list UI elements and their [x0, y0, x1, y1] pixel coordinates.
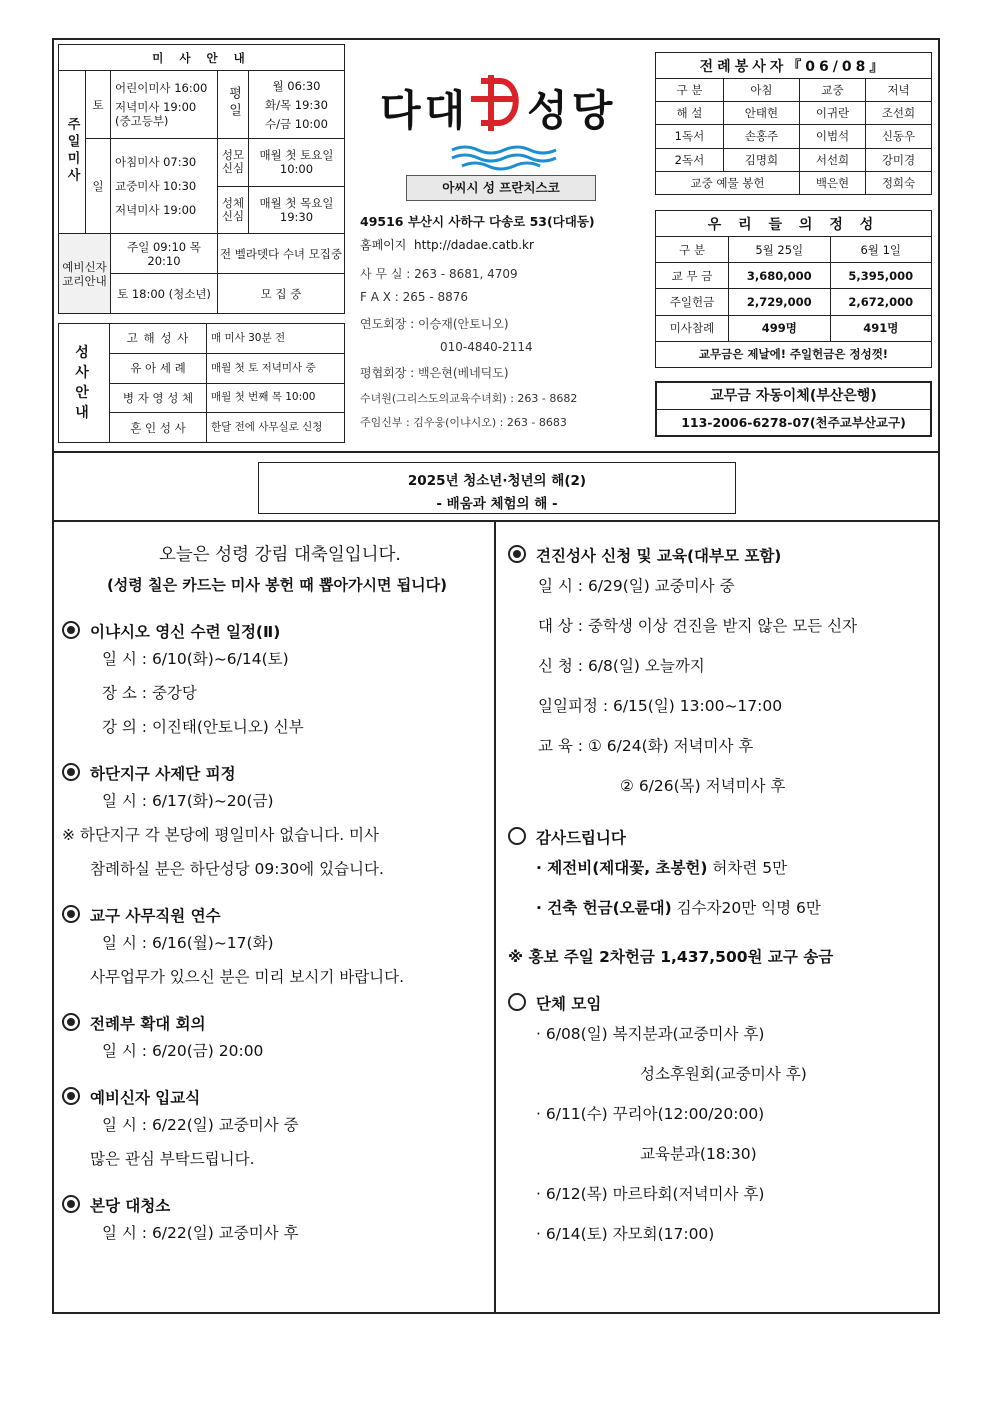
intro-line1: 오늘은 성령 강림 대축일입니다.	[158, 545, 401, 565]
servers-cell: 신동우	[865, 125, 931, 148]
section-line: 장 소 : 중강당	[102, 684, 197, 702]
sacrament-value: 한달 전에 사무실로 신청	[207, 413, 345, 443]
mass-schedule-table	[58, 44, 345, 314]
wave-icon	[450, 144, 560, 174]
servers-cell: 서선희	[800, 148, 866, 171]
bullet-icon	[62, 1195, 80, 1213]
offerings-cell: 미사참례	[656, 315, 729, 341]
offerings-cell: 주일헌금	[656, 289, 729, 315]
sacrament-value: 매월 첫 번째 목 10:00	[207, 383, 345, 413]
top-divider	[52, 451, 940, 453]
section-liturgy-meeting-title: 전례부 확대 회의	[62, 1012, 492, 1034]
offerings-header: 5월 25일	[729, 237, 831, 263]
intro-line2: (성령 칠은 카드는 미사 봉헌 때 뽑아가시면 됩니다)	[106, 576, 448, 594]
sacrament-name: 유 아 세 례	[110, 353, 207, 383]
theme-line1: 2025년 청소년·청년의 해(2)	[407, 473, 587, 489]
cross-d-icon	[467, 73, 527, 133]
groups-title: 단체 모임	[508, 992, 936, 1014]
logo-char: 다	[380, 86, 425, 135]
group-line: 성소후원회(교중미사 후)	[640, 1065, 807, 1083]
confirm-line: 일 시 : 6/29(일) 교중미사 중	[538, 577, 735, 595]
sat-label: 토	[86, 71, 111, 139]
servers-cell: 2독서	[656, 148, 724, 171]
servers-header: 저녁	[865, 79, 931, 102]
sunday-mass-label: 주일미사	[59, 71, 86, 234]
offerings-header: 구 분	[656, 237, 729, 263]
servers-header: 아침	[723, 79, 799, 102]
theme-box	[258, 462, 736, 514]
servers-cell: 강미경	[865, 148, 931, 171]
confirm-line: 교 육 : ① 6/24(화) 저녁미사 후	[538, 737, 754, 755]
catechumen-time-1: 주일 09:10 목 20:10	[111, 234, 218, 274]
theme-divider	[52, 520, 940, 522]
catechumen-value-2: 모 집 중	[218, 274, 345, 314]
section-retreat-title: 이냐시오 영신 수련 일정(Ⅱ)	[62, 620, 492, 642]
left-column	[62, 540, 492, 1250]
theme-line2: - 배움과 체험의 해 -	[436, 496, 558, 512]
devotion-cells	[218, 139, 345, 234]
column-divider	[494, 520, 496, 1314]
servers-cell: 김명희	[723, 148, 799, 171]
bullet-icon	[62, 1013, 80, 1031]
servers-header: 교중	[800, 79, 866, 102]
bullet-icon	[508, 827, 526, 845]
office-phone: 사 무 실 : 263 - 8681, 4709	[360, 267, 518, 281]
servers-cell: 1독서	[656, 125, 724, 148]
section-note: 참례하실 분은 하단성당 09:30에 있습니다.	[90, 860, 384, 878]
servers-cell: 안태현	[723, 102, 799, 125]
sacrament-value: 매 미사 30분 전	[207, 324, 345, 354]
sun-mass-list: 아침미사 07:30 교중미사 10:30 저녁미사 19:00	[111, 139, 218, 234]
sacrament-name: 고 해 성 사	[110, 324, 207, 354]
mass-schedule-title: 미 사 안 내	[59, 45, 345, 71]
section-line: 일 시 : 6/22(일) 교중미사 중	[102, 1116, 299, 1134]
servers-title: 전례봉사자『06/08』	[656, 53, 932, 79]
servers-cell: 이귀란	[800, 102, 866, 125]
bullet-icon	[62, 763, 80, 781]
section-line: 사무업무가 있으신 분은 미리 보시기 바랍니다.	[90, 968, 405, 986]
holy-mother-value: 매월 첫 토요일 10:00	[249, 139, 345, 186]
confirm-line: 신 청 : 6/8(일) 오늘까지	[538, 657, 705, 675]
offerings-cell: 2,729,000	[729, 289, 831, 315]
convent: 수녀원(그리스도의교육수녀회) : 263 - 8682	[360, 392, 578, 405]
section-note: ※ 하단지구 각 본당에 평일미사 없습니다. 미사	[62, 826, 379, 844]
section-line: 많은 관심 부탁드립니다.	[90, 1150, 255, 1168]
pastor: 주임신부 : 김우웅(이냐시오) : 263 - 8683	[360, 416, 567, 429]
offerings-cell: 교 무 금	[656, 263, 729, 289]
fax: F A X : 265 - 8876	[360, 290, 469, 304]
church-logo	[380, 78, 630, 178]
weekday-mass-list: 월 06:30 화/목 19:30 수/금 10:00	[249, 71, 345, 139]
group-line: · 6/12(목) 마르타회(저녁미사 후)	[536, 1185, 765, 1203]
offerings-cell: 499명	[729, 315, 831, 341]
offerings-header: 6월 1일	[830, 237, 932, 263]
offerings-cell: 3,680,000	[729, 263, 831, 289]
confirm-line: ② 6/26(목) 저녁미사 후	[620, 777, 786, 795]
offerings-title: 우 리 들 의 정 성	[656, 211, 932, 237]
autopay-account: 113-2006-6278-07(천주교부산교구)	[681, 415, 906, 430]
thanks-title: 감사드립니다	[508, 826, 936, 848]
logo-char: 당	[571, 86, 617, 135]
section-staff-training-title: 교구 사무직원 연수	[62, 904, 492, 926]
bullet-icon	[508, 545, 526, 563]
address: 49516 부산시 사하구 다송로 53(다대동)	[360, 214, 595, 229]
right-column	[508, 540, 936, 1254]
homepage-link[interactable]: http://dadae.catb.kr	[414, 238, 534, 252]
offerings-note: 교무금은 제날에! 주일헌금은 정성껏!	[656, 341, 932, 367]
offerings-cell: 491명	[830, 315, 932, 341]
weekday-label: 평일	[218, 71, 249, 139]
holy-mother-label: 성모신심	[218, 139, 249, 186]
thanks-line: · 제전비(제대꽃, 초봉헌) 허차련 5만	[536, 859, 788, 877]
promo-note: ※ 홍보 주일 2차헌금 1,437,500원 교구 송금	[508, 948, 834, 966]
section-line: 일 시 : 6/10(화)~6/14(토)	[102, 650, 289, 668]
sacrament-name: 병 자 영 성 체	[110, 383, 207, 413]
sacraments-table	[58, 323, 345, 443]
group-line: · 6/08(일) 복지분과(교중미사 후)	[536, 1025, 765, 1043]
section-line: 일 시 : 6/16(월)~17(화)	[102, 934, 274, 952]
group-line: · 6/14(토) 자모회(17:00)	[536, 1225, 715, 1243]
sat-mass-list: 어린이미사 16:00 저녁미사 19:00 (중고등부)	[111, 71, 218, 139]
section-line: 강 의 : 이진태(안토니오) 신부	[102, 718, 304, 736]
section-line: 일 시 : 6/20(금) 20:00	[102, 1042, 264, 1060]
catechumen-label: 예비신자 교리안내	[59, 234, 111, 314]
sun-label: 일	[86, 139, 111, 234]
bullet-icon	[62, 1087, 80, 1105]
sacrament-name: 혼 인 성 사	[110, 413, 207, 443]
confirmation-title: 견진성사 신청 및 교육(대부모 포함)	[508, 544, 936, 566]
council-chair: 평협회장 : 백은현(베네딕도)	[360, 366, 509, 380]
patron-banner: 아씨시 성 프란치스코	[406, 175, 596, 201]
servers-cell: 조선희	[865, 102, 931, 125]
section-line: 일 시 : 6/17(화)~20(금)	[102, 792, 274, 810]
catechumen-value-1: 전 벨라뎃다 수녀 모집중	[218, 234, 345, 274]
group-line: 교육분과(18:30)	[640, 1145, 757, 1163]
sacrament-value: 매월 첫 토 저녁미사 중	[207, 353, 345, 383]
logo-char: 성	[527, 86, 572, 135]
section-line: 일 시 : 6/22(일) 교중미사 후	[102, 1224, 299, 1242]
bullet-icon	[62, 905, 80, 923]
thanks-line: · 건축 헌금(오륜대) 김수자20만 익명 6만	[536, 899, 821, 917]
section-priest-retreat-title: 하단지구 사제단 피정	[62, 762, 492, 784]
servers-cell: 정희숙	[865, 171, 931, 194]
catechumen-time-2: 토 18:00 (청소년)	[111, 274, 218, 314]
holy-body-value: 매월 첫 목요일 19:30	[259, 195, 334, 224]
section-cleaning-title: 본당 대청소	[62, 1194, 492, 1216]
autopay-title: 교무금 자동이체(부산은행)	[657, 383, 930, 410]
homepage: 홈페이지 http://dadae.catb.kr	[360, 238, 534, 252]
logo-char: 대	[424, 86, 470, 135]
servers-cell: 백은현	[800, 171, 866, 194]
servers-cell: 교중 예물 봉헌	[656, 171, 800, 194]
servers-cell: 이범석	[800, 125, 866, 148]
group-line: · 6/11(수) 꾸리아(12:00/20:00)	[536, 1105, 765, 1123]
confirm-line: 대 상 : 중학생 이상 견진을 받지 않은 모든 신자	[538, 617, 858, 635]
autopay-box	[655, 381, 932, 437]
servers-cell: 손홍주	[723, 125, 799, 148]
offerings-table	[655, 210, 932, 368]
section-catechumen-title: 예비신자 입교식	[62, 1086, 492, 1108]
holy-body-label: 성체신심	[218, 186, 249, 233]
servers-table	[655, 52, 932, 195]
chairman-phone: 010-4840-2114	[440, 340, 533, 354]
servers-cell: 해 설	[656, 102, 724, 125]
servers-header: 구 분	[656, 79, 724, 102]
bullet-icon	[508, 993, 526, 1011]
sacraments-label: 성사안내	[59, 324, 110, 443]
chairman: 연도회장 : 이승재(안토니오)	[360, 317, 509, 331]
offerings-cell: 2,672,000	[830, 289, 932, 315]
offerings-cell: 5,395,000	[830, 263, 932, 289]
bullet-icon	[62, 621, 80, 639]
confirm-line: 일일피정 : 6/15(일) 13:00~17:00	[538, 697, 783, 715]
